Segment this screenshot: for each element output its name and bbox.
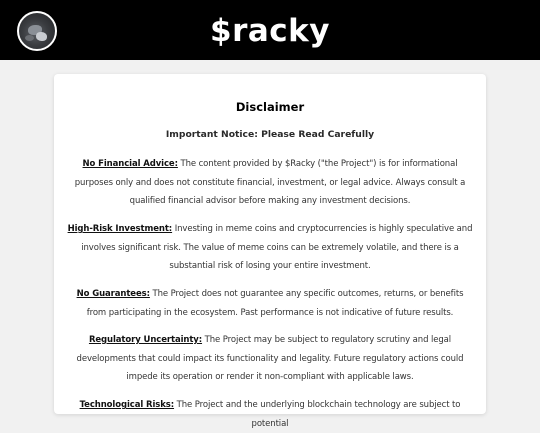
page-title: Disclaimer xyxy=(235,100,305,114)
section-heading: Technological Risks: xyxy=(79,400,175,410)
disclaimer-section-high-risk xyxy=(66,220,474,276)
section-body: The Project may be subject to regulatory scrutiny and legal developments that could impact its functionality and legality. Future regulatory actions could impede its operation or render it non-compliant with applicable laws. xyxy=(76,335,464,382)
section-heading: No Guarantees: xyxy=(76,289,150,299)
section-heading: No Financial Advice: xyxy=(82,159,178,169)
disclaimer-section-technological xyxy=(66,396,474,433)
section-heading: High-Risk Investment: xyxy=(67,224,173,234)
section-body: The Project and the underlying blockchain technology are subject to potential xyxy=(174,400,461,429)
section-body: Investing in meme coins and cryptocurrencies is highly speculative and involves significant risk. The value of meme coins can be extremely volatile, and there is a substantial risk of losing your entire investment. xyxy=(81,224,473,271)
disclaimer-section-regulatory xyxy=(66,331,474,387)
site-header xyxy=(0,0,540,60)
disclaimer-section-financial-advice xyxy=(66,155,474,211)
section-body: The Project does not guarantee any specific outcomes, returns, or benefits from participating in the ecosystem. Past performance is not indicative of future results. xyxy=(86,289,464,318)
disclaimer-card xyxy=(54,74,486,429)
site-title: $racky xyxy=(210,13,330,49)
disclaimer-section-no-guarantees xyxy=(66,285,474,322)
section-body: The content provided by $Racky ("the Project") is for informational purposes only and does not constitute financial, investment, or legal advice. Always consult a qualified financial advisor before making any investment decisions. xyxy=(74,159,466,206)
section-heading: Regulatory Uncertainty: xyxy=(88,335,203,345)
disclaimer-subtitle: Important Notice: Please Read Carefully xyxy=(165,129,375,140)
